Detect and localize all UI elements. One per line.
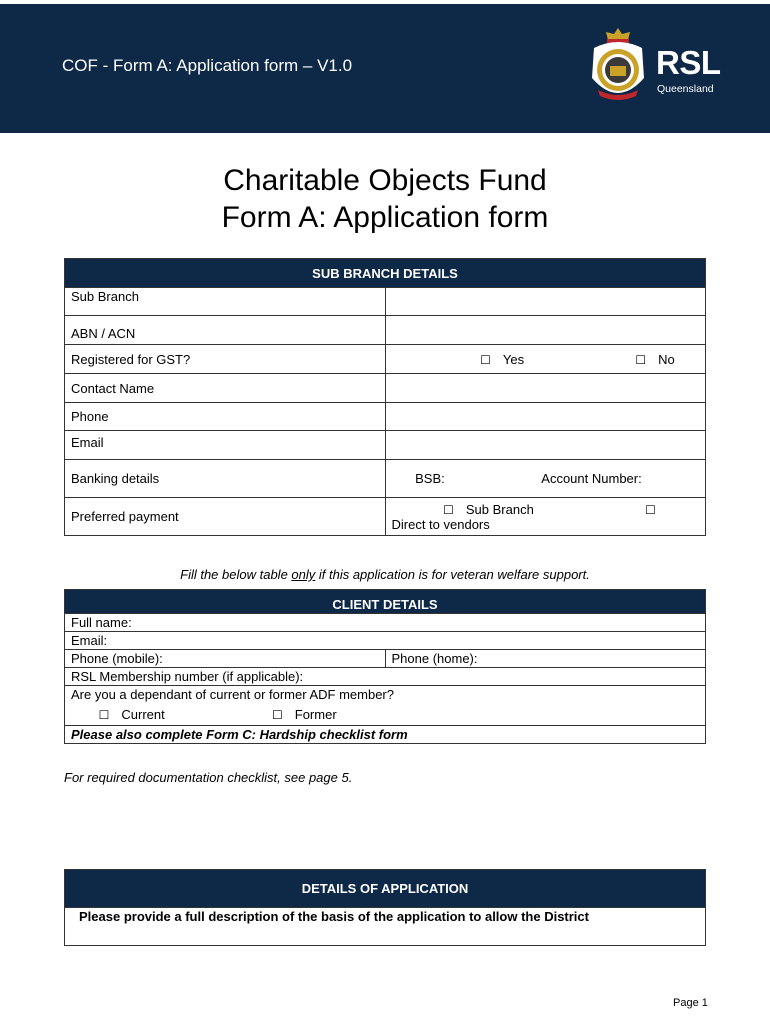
account-number-label: Account Number:: [541, 471, 642, 486]
application-description-field[interactable]: Please provide a full description of the basis of the application to allow the District: [65, 908, 706, 946]
note-text-before: Fill the below table: [180, 567, 292, 582]
client-details-table: [64, 589, 706, 744]
preferred-payment-options: [385, 498, 706, 536]
phone-field[interactable]: [385, 403, 706, 431]
veteran-welfare-note: [0, 567, 770, 582]
title-line-1: Charitable Objects Fund: [223, 164, 547, 197]
banking-details-label: Banking details: [65, 460, 386, 498]
abn-label: ABN / ACN: [65, 316, 386, 345]
current-label: Current: [121, 707, 165, 722]
phone-mobile-field[interactable]: Phone (mobile):: [65, 650, 386, 668]
header-banner: [0, 4, 770, 133]
email-label: Email: [65, 431, 386, 460]
dependant-question-text: Are you a dependant of current or former ADF member?: [71, 687, 394, 702]
page-number: Page 1: [673, 997, 708, 1009]
gst-no-checkbox[interactable]: ☐: [635, 352, 647, 367]
hardship-form-note: Please also complete Form C: Hardship checklist form: [65, 726, 706, 744]
sub-branch-details-table: [64, 258, 706, 536]
banking-details-field[interactable]: [385, 460, 706, 498]
details-of-application-header: DETAILS OF APPLICATION: [65, 870, 706, 908]
contact-name-label: Contact Name: [65, 374, 386, 403]
former-label: Former: [294, 707, 337, 722]
gst-options: [385, 345, 706, 374]
page-title: [0, 162, 770, 236]
preferred-payment-label: Preferred payment: [65, 498, 386, 536]
contact-name-field[interactable]: [385, 374, 706, 403]
sub-branch-label: Sub Branch: [65, 288, 386, 316]
gst-label: Registered for GST?: [65, 345, 386, 374]
payment-sub-branch-checkbox[interactable]: ☐: [443, 502, 454, 517]
document-code-title: COF - Form A: Application form – V1.0: [62, 56, 353, 75]
sub-branch-field[interactable]: [385, 288, 706, 316]
payment-sub-branch-label: Sub Branch: [465, 501, 534, 517]
rsl-logo-subtext: Queensland: [657, 83, 714, 95]
rsl-badge-icon: [586, 26, 650, 106]
client-details-header: CLIENT DETAILS: [65, 590, 706, 614]
client-email-field[interactable]: Email:: [65, 632, 706, 650]
note-text-after: if this application is for veteran welfare support.: [315, 567, 590, 582]
gst-no-label: No: [658, 351, 675, 367]
full-name-field[interactable]: Full name:: [65, 614, 706, 632]
payment-vendors-label: Direct to vendors: [391, 516, 490, 532]
sub-branch-header: SUB BRANCH DETAILS: [65, 259, 706, 288]
phone-home-field[interactable]: Phone (home):: [385, 650, 706, 668]
phone-label: Phone: [65, 403, 386, 431]
dependant-question: [65, 686, 706, 726]
documentation-checklist-note: For required documentation checklist, see page 5.: [64, 770, 353, 785]
dependant-options: [71, 707, 699, 722]
current-checkbox[interactable]: ☐: [98, 708, 110, 722]
details-of-application-table: [64, 869, 706, 946]
note-text-emphasis: only: [291, 567, 316, 582]
membership-number-field[interactable]: RSL Membership number (if applicable):: [65, 668, 706, 686]
gst-yes-checkbox[interactable]: ☐: [480, 352, 491, 367]
email-field[interactable]: [385, 431, 706, 460]
rsl-logo-text: RSL: [656, 44, 721, 81]
abn-field[interactable]: [385, 316, 706, 345]
former-checkbox[interactable]: ☐: [272, 708, 283, 722]
payment-vendors-checkbox[interactable]: ☐: [645, 502, 656, 517]
title-line-2: Form A: Application form: [221, 201, 549, 234]
gst-yes-label: Yes: [502, 351, 525, 367]
bsb-label: BSB:: [415, 471, 445, 486]
